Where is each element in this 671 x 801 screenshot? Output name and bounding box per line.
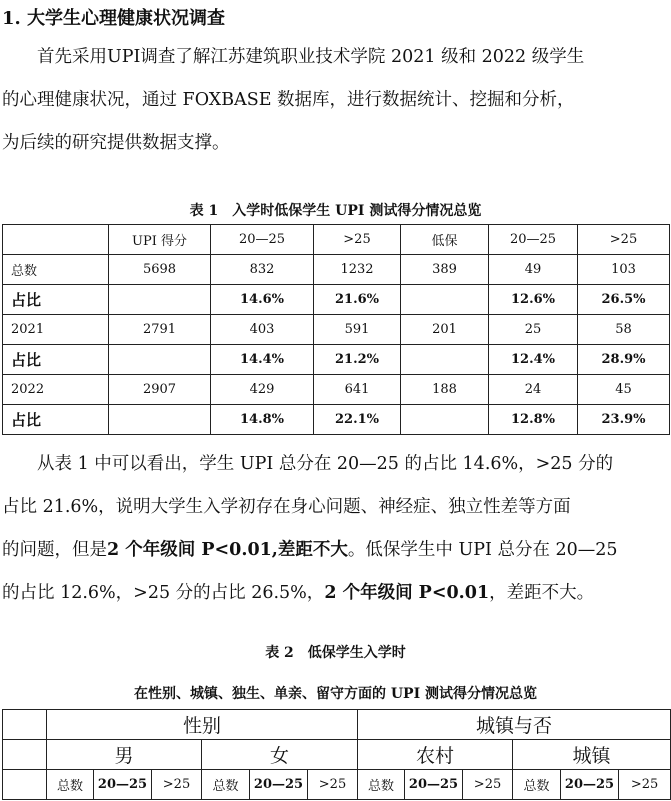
table-cell: 14.8%	[211, 405, 314, 435]
table-header-cell: 低保	[401, 225, 489, 255]
table-row	[3, 375, 670, 405]
table-header-cell: 20—25	[405, 770, 463, 800]
table-cell	[401, 405, 489, 435]
table-header-cell: 20—25	[211, 225, 314, 255]
table-cell: 12.4%	[489, 345, 578, 375]
table2-subcaption: 在性别、城镇、独生、单亲、留守方面的 UPI 测试得分情况总览	[133, 686, 538, 702]
table-header-cell	[3, 770, 47, 800]
table-cell: 832	[211, 255, 314, 285]
table2-caption: 表 2 低保学生入学时	[265, 645, 406, 661]
table-cell: 5698	[109, 255, 211, 285]
table-cell: 26.5%	[578, 285, 670, 315]
analysis-bold-text: 2 个年级间 P<0.01,差距不大	[107, 540, 348, 560]
table-header-cell: 农村	[358, 740, 513, 770]
table-header-cell: 20—25	[489, 225, 578, 255]
table-cell: 201	[401, 315, 489, 345]
table-cell: 12.8%	[489, 405, 578, 435]
table-cell: 2791	[109, 315, 211, 345]
table-cell: 23.9%	[578, 405, 670, 435]
table-row	[3, 255, 670, 285]
analysis-line: 从表 1 中可以看出，学生 UPI 总分在 20—25 的占比 14.6%，>25 分的	[37, 454, 614, 474]
analysis-line: 占比 21.6%，说明大学生入学初存在身心问题、神经症、独立性差等方面	[2, 497, 571, 517]
table-header-cell: >25	[578, 225, 670, 255]
table-header-cell: 20—25	[561, 770, 619, 800]
table-header-cell: 总数	[202, 770, 250, 800]
intro-paragraph	[2, 36, 669, 165]
table-header-cell: >25	[314, 225, 401, 255]
table-row	[3, 345, 670, 375]
demographic-table	[2, 709, 671, 800]
table-row	[3, 315, 670, 345]
table-header-cell	[3, 225, 109, 255]
table-cell	[401, 345, 489, 375]
table-cell: 591	[314, 315, 401, 345]
table-header-cell: 女	[202, 740, 358, 770]
table-cell: 21.6%	[314, 285, 401, 315]
table-cell: 429	[211, 375, 314, 405]
table-cell: 641	[314, 375, 401, 405]
table-cell: 25	[489, 315, 578, 345]
table-header-row	[3, 770, 671, 800]
table-header-cell: 城镇	[513, 740, 671, 770]
table-cell: 24	[489, 375, 578, 405]
analysis-text: ，差距不大。	[489, 583, 595, 603]
table-cell: 14.6%	[211, 285, 314, 315]
table-cell: 403	[211, 315, 314, 345]
table-header-cell: 总数	[358, 770, 405, 800]
table-cell: 188	[401, 375, 489, 405]
table-cell: 1232	[314, 255, 401, 285]
table-cell: 14.4%	[211, 345, 314, 375]
table-header-cell: 总数	[47, 770, 94, 800]
table-cell: 总数	[3, 255, 109, 285]
table-cell: 22.1%	[314, 405, 401, 435]
table1-caption: 表 1 入学时低保学生 UPI 测试得分情况总览	[189, 203, 482, 219]
table-row	[3, 285, 670, 315]
intro-line: 为后续的研究提供数据支撑。	[2, 133, 230, 153]
table-header-row	[3, 710, 671, 740]
table-header-cell: >25	[463, 770, 513, 800]
table-header-row	[3, 740, 671, 770]
table-header-cell: 男	[47, 740, 202, 770]
table-cell	[109, 345, 211, 375]
table-header-cell: 性别	[47, 710, 358, 740]
table-cell	[109, 405, 211, 435]
section-heading: 1. 大学生心理健康状况调查	[2, 8, 226, 29]
intro-line: 首先采用UPI调查了解江苏建筑职业技术学院 2021 级和 2022 级学生	[37, 47, 585, 67]
table-header-cell: >25	[619, 770, 671, 800]
table-cell: 49	[489, 255, 578, 285]
table-row	[3, 405, 670, 435]
table-cell: 占比	[3, 405, 109, 435]
table-cell: 12.6%	[489, 285, 578, 315]
table-header-cell: UPI 得分	[109, 225, 211, 255]
table-cell	[109, 285, 211, 315]
table-cell: 占比	[3, 285, 109, 315]
upi-score-table	[2, 224, 670, 435]
table-header-cell: 20—25	[250, 770, 308, 800]
table-cell: 2907	[109, 375, 211, 405]
table-cell: 389	[401, 255, 489, 285]
table-cell: 2021	[3, 315, 109, 345]
table-cell: 2022	[3, 375, 109, 405]
analysis-paragraph	[2, 443, 669, 615]
table-cell: 58	[578, 315, 670, 345]
table-header-cell: >25	[308, 770, 358, 800]
intro-line: 的心理健康状况，通过 FOXBASE 数据库，进行数据统计、挖掘和分析，	[2, 90, 575, 110]
table-cell: 占比	[3, 345, 109, 375]
table-cell: 28.9%	[578, 345, 670, 375]
analysis-text: 的占比 12.6%，>25 分的占比 26.5%，	[2, 583, 325, 603]
table-header-cell	[3, 740, 47, 770]
table-cell	[401, 285, 489, 315]
table-cell: 21.2%	[314, 345, 401, 375]
analysis-text: 的问题，但是	[2, 540, 107, 560]
analysis-line	[2, 572, 669, 615]
table-header-cell: 20—25	[94, 770, 152, 800]
table-cell: 103	[578, 255, 670, 285]
table-header-cell: 总数	[513, 770, 561, 800]
table-header-cell: 城镇与否	[358, 710, 671, 740]
table-header-cell	[3, 710, 47, 740]
table-header-row	[3, 225, 670, 255]
table-cell: 45	[578, 375, 670, 405]
analysis-bold-text: 2 个年级间 P<0.01	[324, 583, 490, 603]
table-header-cell: >25	[152, 770, 202, 800]
analysis-line	[2, 529, 669, 572]
analysis-text: 。低保学生中 UPI 总分在 20—25	[347, 540, 618, 560]
